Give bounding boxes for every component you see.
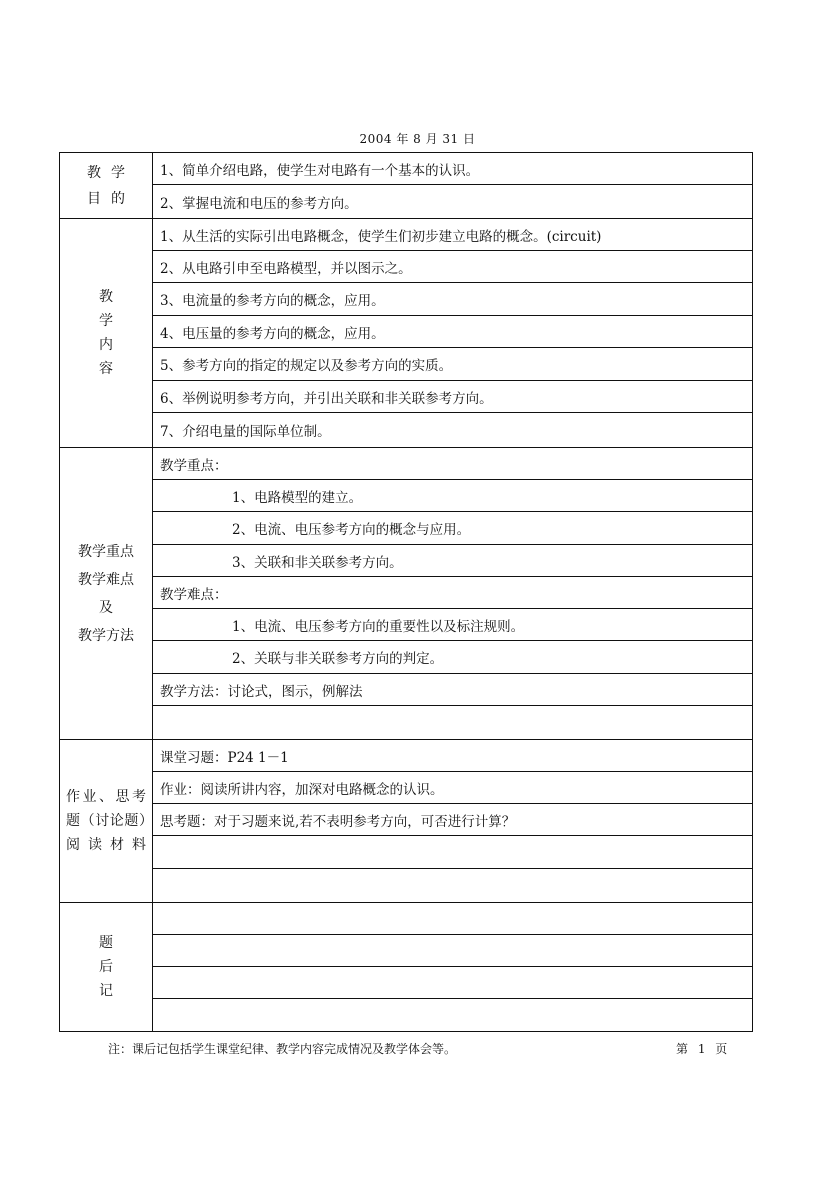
- key-point-row: 1、电路模型的建立。: [152, 480, 752, 512]
- key-point-row: 2、关联与非关联参考方向的判定。: [152, 641, 752, 674]
- section-label-postscript: 题 后 记: [99, 935, 113, 999]
- content-row: 4、电压量的参考方向的概念，应用。: [152, 316, 752, 348]
- postscript-row: [152, 999, 752, 1031]
- date-line: 2004 年 8 月 31 日: [359, 132, 476, 146]
- content-row: 6、举例说明参考方向，并引出关联和非关联参考方向。: [152, 381, 752, 413]
- objective-row: 2、掌握电流和电压的参考方向。: [160, 195, 358, 212]
- key-point-row: 1、电流、电压参考方向的重要性以及标注规则。: [152, 609, 752, 641]
- content-row: 7、介绍电量的国际单位制。: [160, 424, 331, 440]
- section-objectives: [60, 153, 752, 218]
- content-row: 5、参考方向的指定的规定以及参考方向的实质。: [152, 348, 752, 381]
- postscript-row: [152, 935, 752, 967]
- content-row: 2、从电路引申至电路模型，并以图示之。: [152, 251, 752, 283]
- lesson-plan-table: [59, 152, 753, 1032]
- homework-row: [152, 869, 752, 902]
- section-label-objectives: 教学目的: [87, 164, 135, 207]
- key-point-row: 教学方法：讨论式，图示，例解法: [152, 674, 752, 706]
- objective-row: 1、简单介绍电路，使学生对电路有一个基本的认识。: [152, 153, 752, 185]
- key-point-row: 2、电流、电压参考方向的概念与应用。: [152, 512, 752, 545]
- key-point-row: [152, 706, 752, 739]
- footer-note: 注：课后记包括学生课堂纪律、教学内容完成情况及教学体会等。: [108, 1042, 457, 1056]
- content-row: 3、电流量的参考方向的概念，应用。: [152, 283, 752, 316]
- section-content: [60, 219, 752, 447]
- key-point-row: 3、关联和非关联参考方向。: [152, 545, 752, 577]
- postscript-row: [152, 967, 752, 999]
- postscript-row: [152, 903, 752, 935]
- homework-row: 思考题：对于习题来说,若不表明参考方向，可否进行计算？: [152, 804, 752, 836]
- homework-row: 作业：阅读所讲内容，加深对电路概念的认识。: [152, 772, 752, 804]
- section-homework: [60, 740, 752, 902]
- section-label-key-points: 教学重点 教学难点 及 教学方法: [78, 543, 134, 644]
- section-label-content: 教 学 内 容: [99, 289, 113, 377]
- key-point-row: 教学重点：: [152, 448, 752, 480]
- homework-row: [152, 836, 752, 869]
- section-label-homework: 作业、思考题（讨论题）阅读材料: [66, 789, 146, 853]
- page-number: 第 1 页: [676, 1042, 731, 1056]
- section-postscript: [60, 903, 752, 1031]
- homework-row: 课堂习题：P24 1－1: [152, 740, 752, 772]
- key-point-row: 教学难点：: [152, 577, 752, 609]
- content-row: 1、从生活的实际引出电路概念，使学生们初步建立电路的概念。(circuit): [152, 219, 752, 251]
- section-key-points: [60, 448, 752, 739]
